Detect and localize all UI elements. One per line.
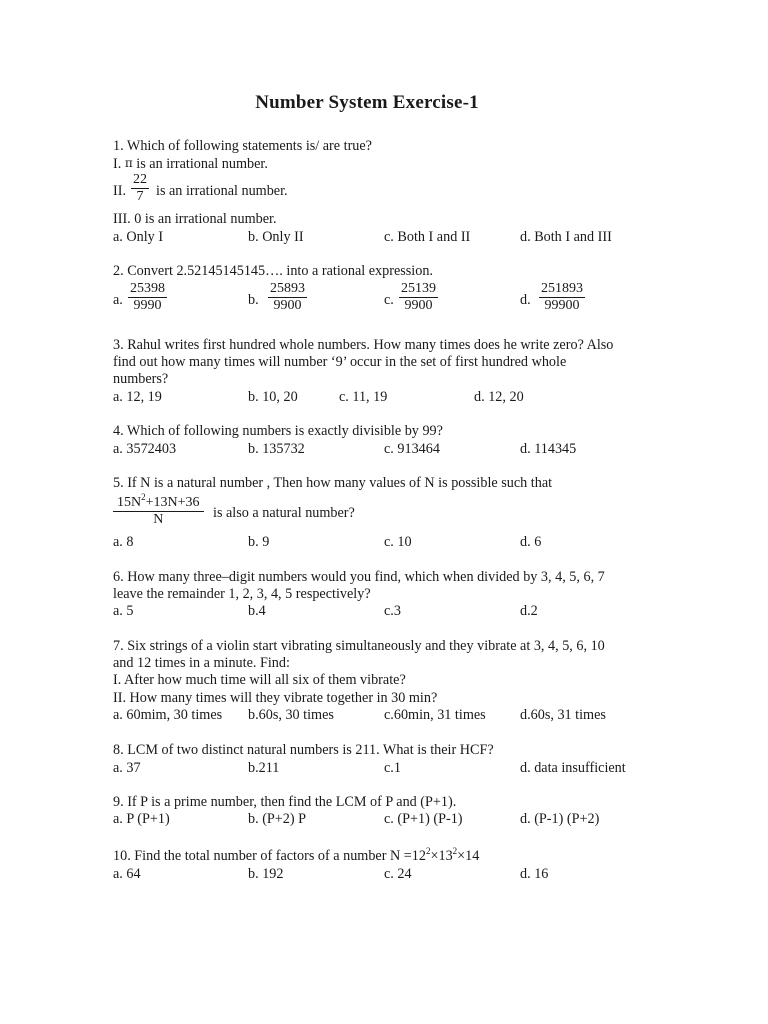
fraction-denominator: 9990: [133, 298, 162, 313]
stem-text: 10. Find the total number of factors of a number N =12: [113, 848, 426, 864]
q10-option-d: d. 16: [520, 866, 549, 882]
q10-option-c: c. 24: [384, 866, 412, 882]
q3-option-b: b. 10, 20: [248, 389, 298, 405]
stem-middle: ×13: [430, 848, 453, 864]
q1-option-d: d. Both I and III: [520, 229, 612, 245]
q1-option-b: b. Only II: [248, 229, 304, 245]
statement-2-prefix: II.: [113, 183, 126, 199]
question-7-line-1: 7. Six strings of a violin start vibrating simultaneously and they vibrate at 3, 4, 5, 6, 10: [113, 638, 605, 654]
question-10-stem: [113, 847, 479, 865]
question-2-stem: 2. Convert 2.52145145145…. into a rational expression.: [113, 263, 433, 279]
numerator-rest: +13N+36: [145, 495, 200, 510]
q5-expression-fraction: [113, 492, 204, 528]
q9-option-d: d. (P-1) (P+2): [520, 811, 600, 827]
fraction-denominator: 99900: [544, 298, 580, 313]
q8-option-d: d. data insufficient: [520, 760, 626, 776]
statement-2-text: is an irrational number.: [156, 183, 288, 199]
question-1-stem: 1. Which of following statements is/ are true?: [113, 138, 372, 154]
q7-option-c: c.60min, 31 times: [384, 707, 486, 723]
q4-option-d: d. 114345: [520, 441, 577, 457]
question-8-stem: 8. LCM of two distinct natural numbers is 211. What is their HCF?: [113, 742, 494, 758]
question-6-line-2: leave the remainder 1, 2, 3, 4, 5 respectively?: [113, 586, 371, 602]
q4-option-b: b. 135732: [248, 441, 305, 457]
question-1-statement-3: III. 0 is an irrational number.: [113, 211, 277, 227]
q1-option-c: c. Both I and II: [384, 229, 471, 245]
fraction-denominator: N: [153, 512, 164, 527]
q6-option-b: b.4: [248, 603, 266, 619]
q2-option-a-label: a.: [113, 292, 123, 308]
page-title: Number System Exercise-1: [255, 92, 479, 113]
q9-option-c: c. (P+1) (P-1): [384, 811, 463, 827]
q9-option-a: a. P (P+1): [113, 811, 170, 827]
fraction-numerator: 251893: [541, 281, 583, 296]
q3-option-d: d. 12, 20: [474, 389, 524, 405]
fraction-numerator: [113, 492, 204, 512]
q2-option-a-fraction: [128, 281, 167, 314]
question-1-statement-1: [113, 154, 268, 173]
fraction-denominator: 9900: [404, 298, 433, 313]
q6-option-c: c.3: [384, 603, 401, 619]
q2-option-d-label: d.: [520, 292, 531, 308]
q2-option-c-label: c.: [384, 292, 394, 308]
statement-1-text: is an irrational number.: [136, 156, 268, 172]
question-6-line-1: 6. How many three–digit numbers would you find, which when divided by 3, 4, 5, 6, 7: [113, 569, 605, 585]
q8-option-a: a. 37: [113, 760, 141, 776]
q7-option-a: a. 60mim, 30 times: [113, 707, 223, 723]
q7-option-b: b.60s, 30 times: [248, 707, 334, 723]
q2-option-b-label: b.: [248, 292, 259, 308]
fraction-numerator: 25893: [270, 281, 305, 296]
q3-option-c: c. 11, 19: [339, 389, 388, 405]
q2-option-c-fraction: [399, 281, 438, 314]
q1-option-a: a. Only I: [113, 229, 164, 245]
question-4-stem: 4. Which of following numbers is exactly divisible by 99?: [113, 423, 443, 439]
q6-option-a: a. 5: [113, 603, 134, 619]
q2-option-d-fraction: [539, 281, 585, 314]
q8-option-b: b.211: [248, 760, 280, 776]
fraction-numerator: 25398: [130, 281, 165, 296]
question-3-line-2: find out how many times will number ‘9’ occur in the set of first hundred whole: [113, 354, 567, 370]
q5-option-d: d. 6: [520, 534, 542, 550]
q9-option-b: b. (P+2) P: [248, 811, 307, 827]
fraction-numerator: 22: [133, 172, 147, 187]
exponent-2: 2: [452, 846, 458, 856]
numerator-exponent: 2: [141, 492, 146, 502]
q4-option-a: a. 3572403: [113, 441, 177, 457]
question-7-line-4: II. How many times will they vibrate together in 30 min?: [113, 690, 438, 706]
q5-option-a: a. 8: [113, 534, 134, 550]
q2-option-b-fraction: [268, 281, 307, 314]
q5-option-c: c. 10: [384, 534, 412, 550]
q5-option-b: b. 9: [248, 534, 270, 550]
numerator-base: 15N: [117, 495, 142, 510]
exponent-1: 2: [425, 846, 431, 856]
q10-option-a: a. 64: [113, 866, 141, 882]
question-3-line-1: 3. Rahul writes first hundred whole numbers. How many times does he write zero? Also: [113, 337, 614, 353]
pi-symbol: π: [124, 156, 133, 170]
question-7-line-2: and 12 times in a minute. Find:: [113, 655, 290, 671]
q7-option-d: d.60s, 31 times: [520, 707, 606, 723]
q6-option-d: d.2: [520, 603, 538, 619]
q10-option-b: b. 192: [248, 866, 284, 882]
statement-1-prefix: I.: [113, 156, 122, 172]
question-3-line-3: numbers?: [113, 371, 169, 387]
question-7-line-3: I. After how much time will all six of them vibrate?: [113, 672, 406, 688]
question-5-stem: 5. If N is a natural number , Then how many values of N is possible such that: [113, 475, 553, 491]
question-5-tail: is also a natural number?: [213, 505, 355, 521]
question-9-stem: 9. If P is a prime number, then find the LCM of P and (P+1).: [113, 794, 457, 810]
stem-tail: ×14: [457, 848, 480, 864]
q8-option-c: c.1: [384, 760, 401, 776]
fraction-numerator: 25139: [401, 281, 436, 296]
q3-option-a: a. 12, 19: [113, 389, 162, 405]
q4-option-c: c. 913464: [384, 441, 440, 457]
fraction-22-over-7: [131, 172, 149, 205]
fraction-denominator: 9900: [273, 298, 302, 313]
fraction-denominator: 7: [136, 189, 144, 204]
